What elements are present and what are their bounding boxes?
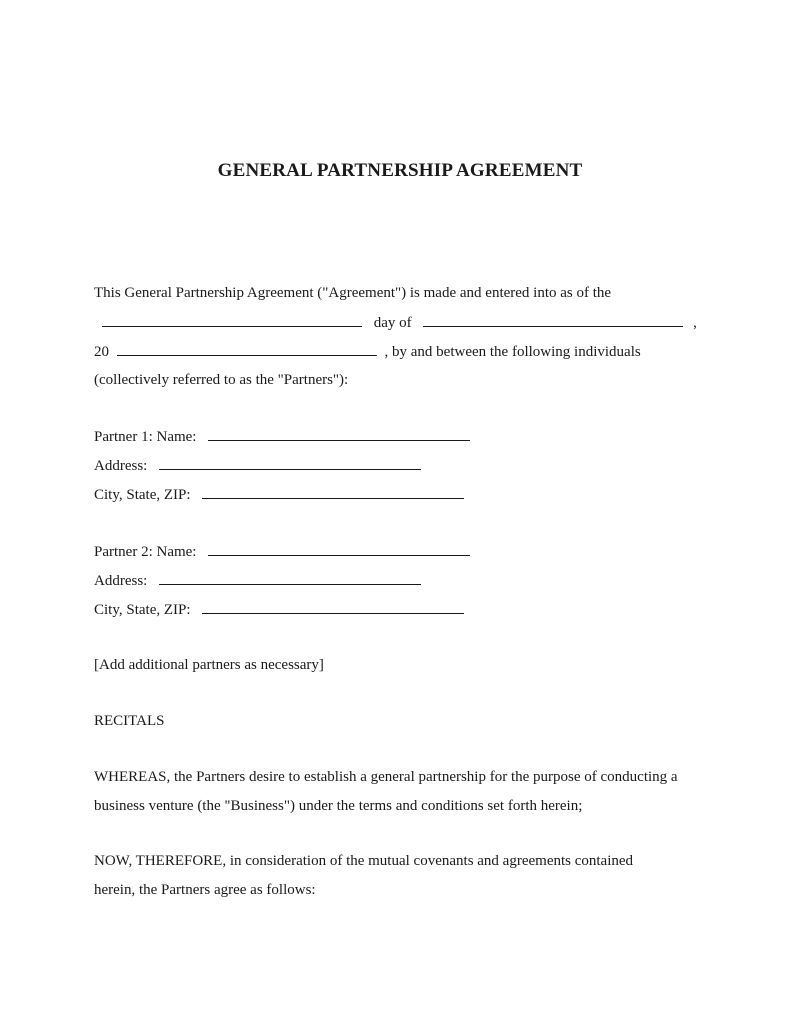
day-of-text: day of xyxy=(373,315,412,331)
partner1-city-row xyxy=(94,484,464,505)
recitals-heading: RECITALS xyxy=(94,713,165,729)
partner1-city-field[interactable] xyxy=(202,484,464,499)
partner2-city-field[interactable] xyxy=(202,599,464,614)
partner1-name-row xyxy=(94,426,470,447)
whereas-line-2: business venture (the "Business") under the terms and conditions set forth herein; xyxy=(94,798,583,814)
partner1-address-row xyxy=(94,455,421,476)
partner2-name-field[interactable] xyxy=(208,541,470,556)
intro-line-2 xyxy=(94,312,697,333)
now-therefore-line-1: NOW, THEREFORE, in consideration of the mutual covenants and agreements contained xyxy=(94,853,634,869)
partner1-name-field[interactable] xyxy=(208,426,470,441)
now-therefore-line-2: herein, the Partners agree as follows: xyxy=(94,882,316,898)
partner1-address-label: Address: xyxy=(94,458,148,474)
partner2-address-field[interactable] xyxy=(159,570,421,585)
partner2-city-label: City, State, ZIP: xyxy=(94,602,191,618)
year-prefix: 20 xyxy=(94,344,109,360)
month-blank[interactable] xyxy=(423,312,683,327)
partner1-address-field[interactable] xyxy=(159,455,421,470)
comma-text: , xyxy=(693,315,697,331)
intro-line-1: This General Partnership Agreement ("Agreement") is made and entered into as of the xyxy=(94,285,612,301)
day-blank[interactable] xyxy=(102,312,362,327)
intro-line-3 xyxy=(94,341,641,362)
partner2-address-label: Address: xyxy=(94,573,148,589)
document-title: GENERAL PARTNERSHIP AGREEMENT xyxy=(217,160,583,181)
year-blank[interactable] xyxy=(117,341,377,356)
whereas-line-1: WHEREAS, the Partners desire to establish a general partnership for the purpose of conducting a xyxy=(94,769,678,785)
partner2-name-row xyxy=(94,541,470,562)
by-between-text: , by and between the following individuals xyxy=(384,344,641,360)
additional-partners-note: [Add additional partners as necessary] xyxy=(94,657,324,673)
partner1-city-label: City, State, ZIP: xyxy=(94,487,191,503)
partner2-city-row xyxy=(94,599,464,620)
partner2-name-label: Partner 2: Name: xyxy=(94,544,197,560)
partner1-name-label: Partner 1: Name: xyxy=(94,429,197,445)
intro-line-4: (collectively referred to as the "Partners"): xyxy=(94,372,349,388)
partner2-address-row xyxy=(94,570,421,591)
